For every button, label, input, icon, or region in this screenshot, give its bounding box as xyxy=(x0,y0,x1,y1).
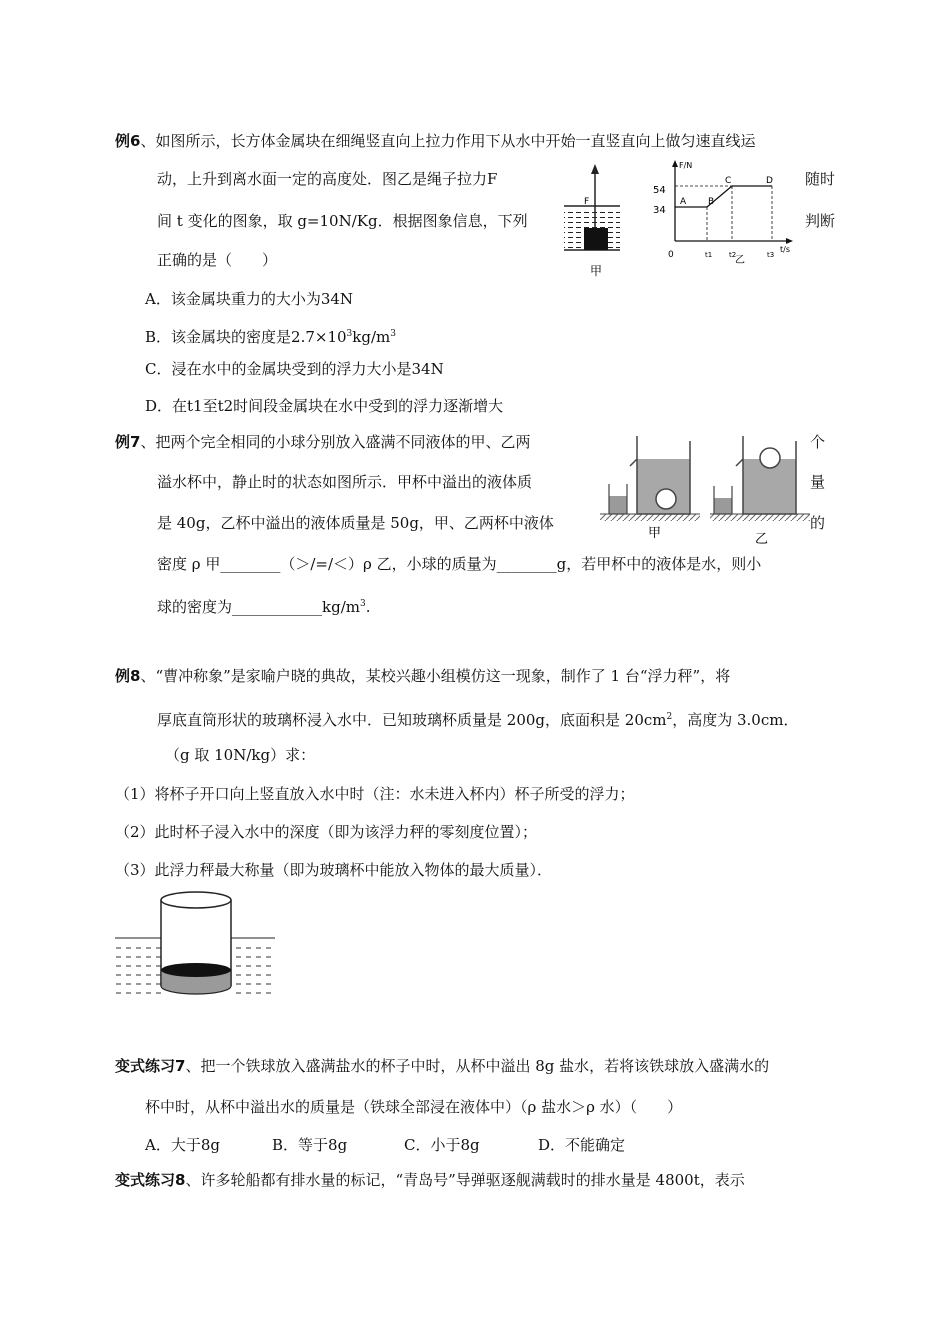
var8-label: 变式练习8 xyxy=(115,1171,186,1189)
fig-jia-caption: 甲 xyxy=(589,264,603,278)
point-d: D xyxy=(766,176,773,186)
var7-label: 变式练习7 xyxy=(115,1057,186,1075)
y-tick-34: 34 xyxy=(653,205,666,216)
ex7-line2b: 量 xyxy=(810,473,826,491)
ex8-line3: （g 取 10N/kg）求： xyxy=(165,746,316,764)
ex6-option-c: C．浸在水中的金属块受到的浮力大小是34N xyxy=(145,360,444,378)
var7-option-d: D．不能确定 xyxy=(538,1136,626,1154)
ex7-line1b: 个 xyxy=(810,433,826,451)
x-tick-0: 0 xyxy=(668,250,674,260)
ex7-line1a: 例7、把两个完全相同的小球分别放入盛满不同液体的甲、乙两 xyxy=(115,433,531,451)
ex7-line3b: 的 xyxy=(810,514,826,532)
graph-xlabel: t/s xyxy=(780,245,790,254)
cup-jia-label: 甲 xyxy=(648,526,662,541)
y-tick-54: 54 xyxy=(653,185,666,196)
ex6-figure-yi-graph xyxy=(650,155,800,265)
graph-caption: 乙 xyxy=(735,255,745,265)
point-a: A xyxy=(680,197,687,207)
cup-yi-label: 乙 xyxy=(755,532,769,546)
ex7-line5: 球的密度为$\_\_\_\_\_\_\_\_\_\_\_\_kg/m^3$. xyxy=(157,598,371,616)
ex7-line4: 密度 ρ 甲________（＞/=/＜）ρ 乙，小球的质量为________g，若甲杯中的液体是水，则小 xyxy=(157,555,762,573)
ex7-line3a: 是 40g，乙杯中溢出的液体质量是 50g，甲、乙两杯中液体 xyxy=(157,514,554,532)
ex6-line2a: 动，上升到离水面一定的高度处．图乙是绳子拉力F xyxy=(157,170,498,188)
ex6-line1: 例6、如图所示，长方体金属块在细绳竖直向上拉力作用下从水中开始一直竖直向上做匀速直线运 xyxy=(115,132,756,150)
ex8-figure-glass-in-water xyxy=(115,890,275,1005)
ex6-line3a: 间 t 变化的图象，取 g=10N/Kg．根据图象信息，下列 xyxy=(157,212,528,230)
ex7-label: 例7 xyxy=(115,433,141,451)
ex6-option-a: A．该金属块重力的大小为34N xyxy=(145,290,354,308)
var7-line2: 杯中时，从杯中溢出水的质量是（铁球全部浸在液体中）（ρ 盐水＞ρ 水）（ ） xyxy=(145,1098,683,1116)
x-tick-t2: t2 xyxy=(729,251,737,259)
force-label: F xyxy=(584,197,590,207)
var7-line1: 变式练习7、把一个铁球放入盛满盐水的杯子中时，从杯中溢出 8g 盐水，若将该铁球放入盛满水的 xyxy=(115,1057,770,1075)
var8-line1: 变式练习8、许多轮船都有排水量的标记，“青岛号”导弹驱逐舰满载时的排水量是 4800t，表示 xyxy=(115,1171,745,1189)
ex8-question-2: （2）此时杯子浸入水中的深度（即为该浮力秤的零刻度位置）； xyxy=(115,823,538,841)
ex6-option-d: D．在t1至t2时间段金属块在水中受到的浮力逐渐增大 xyxy=(145,397,504,415)
graph-ylabel: F/N xyxy=(679,161,693,170)
x-tick-t3: t3 xyxy=(767,251,775,259)
ex8-question-3: （3）此浮力秤最大称量（即为玻璃杯中能放入物体的最大质量）． xyxy=(115,861,553,879)
var7-option-b: B．等于8g xyxy=(272,1136,348,1154)
ex6-label: 例6 xyxy=(115,132,141,150)
ex8-line2: 厚底直筒形状的玻璃杯浸入水中．已知玻璃杯质量是 200g，底面积是 $20cm^2$，高度为 3.0cm． xyxy=(157,711,799,729)
x-tick-t1: t1 xyxy=(705,251,713,259)
ex6-line3b: 判断 xyxy=(805,212,836,230)
ex6-line2b: 随时 xyxy=(805,170,836,188)
point-c: C xyxy=(725,176,732,186)
ex8-label: 例8 xyxy=(115,667,141,685)
var7-option-a: A．大于8g xyxy=(145,1136,220,1154)
var7-option-c: C．小于8g xyxy=(404,1136,480,1154)
ex6-line4: 正确的是（ ） xyxy=(157,251,278,269)
point-b: B xyxy=(708,197,715,207)
ex6-option-b: B．该金属块的密度是$2.7\times 10^3kg/m^3$ xyxy=(145,328,396,346)
ex8-line1: 例8、“曹冲称象”是家喻户晓的典故，某校兴趣小组模仿这一现象，制作了 1 台“浮力秤”，将 xyxy=(115,667,731,685)
ex7-figure-overflow-cups xyxy=(600,436,810,546)
ex8-question-1: （1）将杯子开口向上竖直放入水中时（注：水未进入杯内）杯子所受的浮力； xyxy=(115,785,635,803)
ex6-figure-jia xyxy=(560,160,650,280)
ex7-line2a: 溢水杯中，静止时的状态如图所示．甲杯中溢出的液体质 xyxy=(157,473,533,491)
